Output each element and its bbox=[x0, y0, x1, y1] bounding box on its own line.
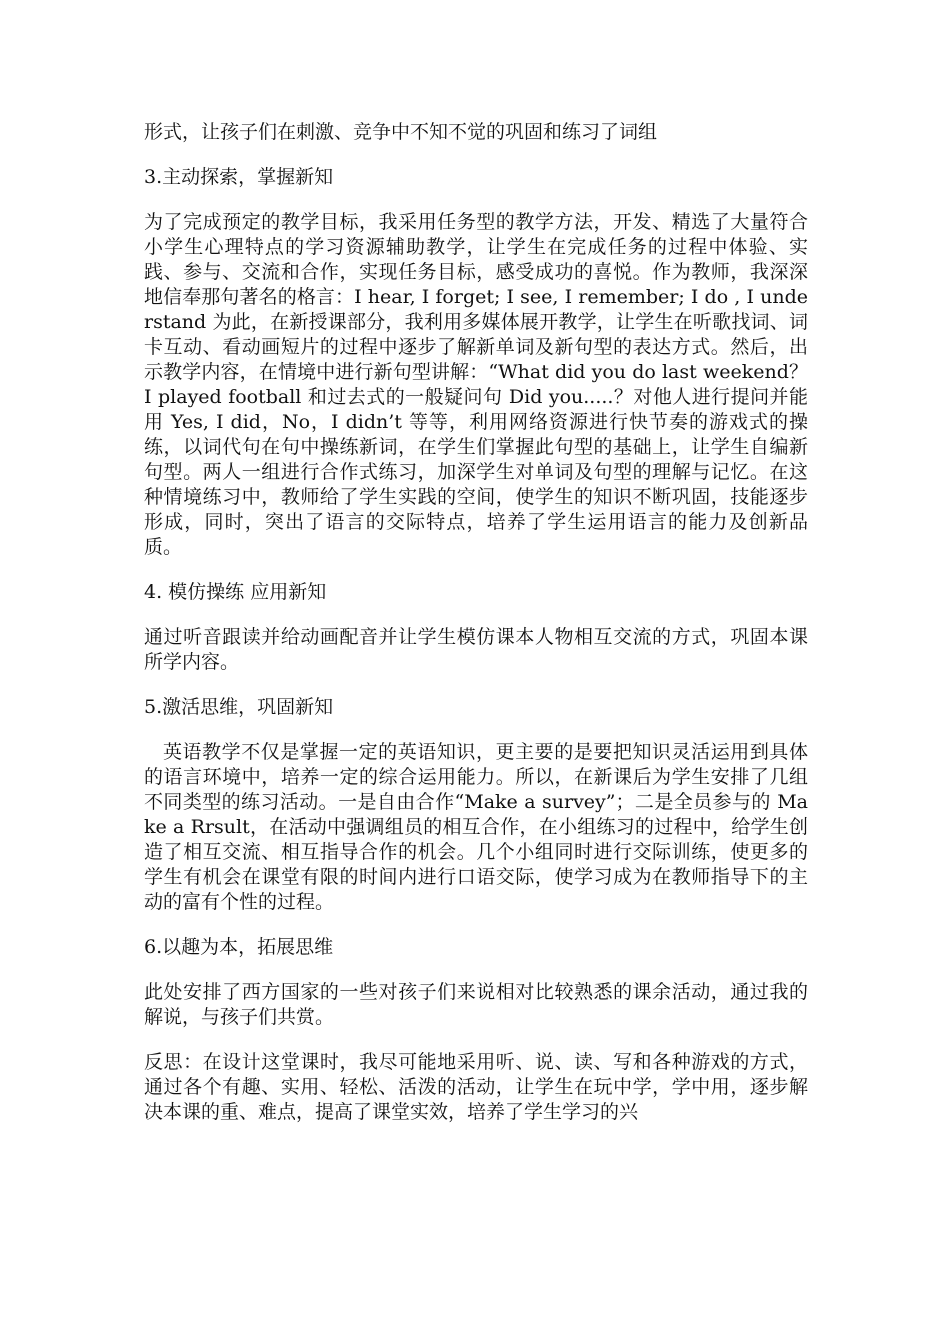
section-heading-6: 6.以趣为本，拓展思维 bbox=[144, 936, 334, 958]
paragraph-section-6: 此处安排了西方国家的一些对孩子们来说相对比较熟悉的课余活动，通过我的解说，与孩子们共赏。 bbox=[144, 981, 808, 1028]
paragraph-section-3: 为了完成预定的教学目标，我采用任务型的教学方法，开发、精选了大量符合小学生心理特点的学习资源辅助教学，让学生在完成任务的过程中体验、实践、参与、交流和合作，实现任务目标，感受成功的喜悦。作为教师，我深深地信奉那句著名的格言：I hear, I forget; I see, I remember; I do , I understand 为此，在新授课部分，我利用多媒体展开教学，让学生在听歌找词、词卡互动、看动画短片的过程中逐步了解新单词及新句型的表达方式。然后，出示教学内容，在情境中进行新句型讲解：“What did you do last weekend？I played football 和过去式的一般疑问句 Did you.....？对他人进行提问并能用 Yes, I did，No，I didn’t 等等，利用网络资源进行快节奏的游戏式的操练，以词代句在句中操练新词，在学生们掌握此句型的基础上，让学生自编新句型。两人一组进行合作式练习，加深学生对单词及句型的理解与记忆。在这种情境练习中，教师给了学生实践的空间，使学生的知识不断巩固，技能逐步形成，同时，突出了语言的交际特点，培养了学生运用语言的能力及创新品质。 bbox=[144, 211, 808, 558]
document-page bbox=[144, 120, 808, 1145]
section-heading-4: 4. 模仿操练 应用新知 bbox=[144, 581, 327, 603]
paragraph-reflection: 反思：在设计这堂课时，我尽可能地采用听、说、读、写和各种游戏的方式，通过各个有趣、实用、轻松、活泼的活动，让学生在玩中学，学中用，逐步解决本课的重、难点，提高了课堂实效，培养了学生学习的兴 bbox=[144, 1051, 808, 1123]
section-heading-5: 5.激活思维，巩固新知 bbox=[144, 696, 334, 718]
paragraph-section-4: 通过听音跟读并给动画配音并让学生模仿课本人物相互交流的方式，巩固本课所学内容。 bbox=[144, 626, 808, 673]
paragraph-continuation: 形式，让孩子们在刺激、竞争中不知不觉的巩固和练习了词组 bbox=[144, 121, 658, 143]
section-heading-3: 3.主动探索，掌握新知 bbox=[144, 166, 334, 188]
paragraph-section-5: 英语教学不仅是掌握一定的英语知识，更主要的是要把知识灵活运用到具体的语言环境中，培养一定的综合运用能力。所以，在新课后为学生安排了几组不同类型的练习活动。一是自由合作“Make a survey”；二是全员参与的 Make a Rrsult，在活动中强调组员的相互合作，在小组练习的过程中，给学生创造了相互交流、相互指导合作的机会。几个小组同时进行交际训练，使更多的学生有机会在课堂有限的时间内进行口语交际，使学习成为在教师指导下的主动的富有个性的过程。 bbox=[144, 741, 808, 913]
